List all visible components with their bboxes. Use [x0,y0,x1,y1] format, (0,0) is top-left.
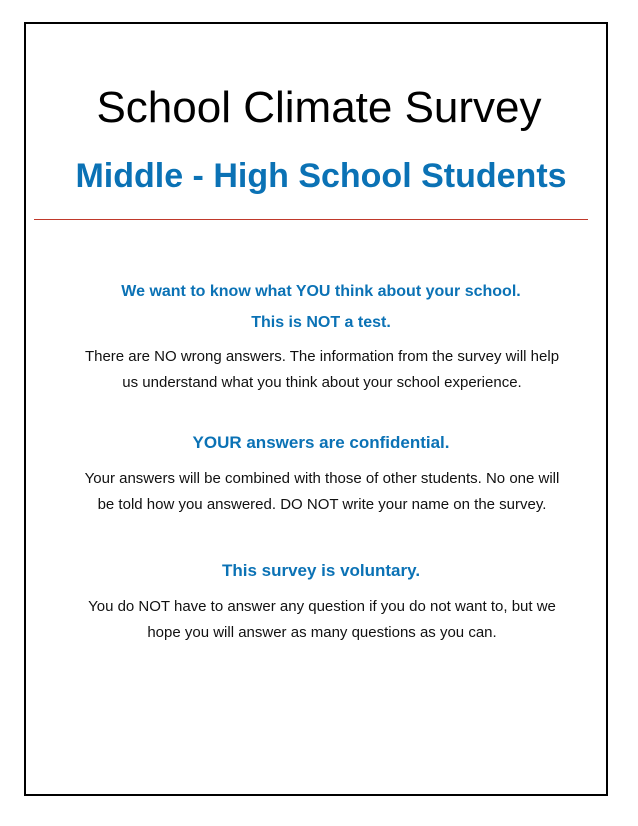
intro-heading: We want to know what YOU think about your school. [121,283,521,300]
voluntary-paragraph-line-2: hope you will answer as many questions as you can. [147,624,497,641]
page-subtitle: Middle - High School Students [75,157,567,195]
voluntary-heading: This survey is voluntary. [221,561,421,580]
confidential-paragraph-line-1: Your answers will be combined with those of other students. No one will [84,470,560,487]
not-a-test-heading: This is NOT a test. [251,314,391,331]
page-border [24,22,608,796]
voluntary-paragraph-line-1: You do NOT have to answer any question if you do not want to, but we [88,598,556,615]
intro-paragraph-line-1: There are NO wrong answers. The information from the survey will help [84,348,560,365]
confidential-heading: YOUR answers are confidential. [192,433,450,452]
title-divider [34,219,588,220]
intro-paragraph [50,344,594,396]
confidential-paragraph [50,466,594,518]
voluntary-paragraph [50,594,594,646]
confidential-paragraph-line-2: be told how you answered. DO NOT write your name on the survey. [97,496,547,513]
intro-paragraph-line-2: us understand what you think about your school experience. [122,374,522,391]
page-title: School Climate Survey [96,83,542,132]
